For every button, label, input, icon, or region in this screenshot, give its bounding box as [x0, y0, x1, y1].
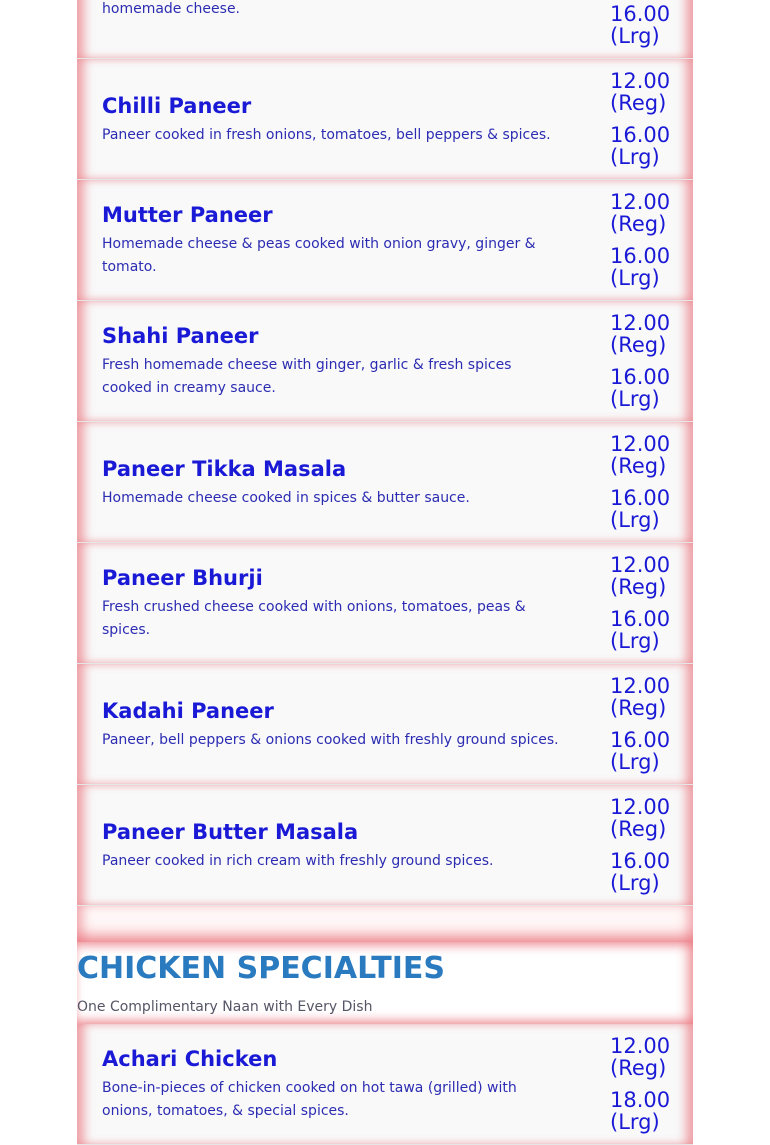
item-description: Homemade cheese & peas cooked with onion gravy, ginger & tomato. [102, 236, 536, 275]
price-regular: 12.00 (Reg) [610, 1034, 671, 1080]
item-name: Paneer Butter Masala [102, 819, 359, 844]
item-text [102, 1024, 562, 1144]
price-large: 16.00 (Lrg) [610, 365, 671, 411]
item-text [102, 0, 562, 58]
item-name: Mutter Paneer [102, 203, 273, 227]
item-name: Shahi Paneer [102, 324, 259, 348]
price-large: 16.00 (Lrg) [610, 244, 671, 290]
item-prices [610, 0, 690, 58]
price-large: 18.00 (Lrg) [610, 1088, 671, 1134]
item-description: Homemade cheese cooked in spices & butter sauce. [102, 489, 470, 506]
item-text [102, 59, 562, 179]
item-description: Fresh homemade cheese with ginger, garlic & fresh spices cooked in creamy sauce. [102, 357, 512, 396]
item-text [102, 180, 562, 300]
item-description: homemade cheese. [102, 1, 241, 17]
item-text [102, 664, 562, 784]
price-large: 16.00 (Lrg) [610, 607, 671, 653]
menu-item [77, 422, 693, 543]
item-prices [610, 785, 690, 905]
price-large: 16.00 (Lrg) [610, 728, 671, 774]
item-prices [610, 301, 690, 421]
item-prices [610, 180, 690, 300]
price-regular: 12.00 (Reg) [610, 190, 671, 236]
item-description: Paneer cooked in rich cream with freshly ground spices. [102, 852, 494, 869]
item-name: Chilli Paneer [102, 93, 252, 118]
item-text [102, 301, 562, 421]
item-prices [610, 422, 690, 542]
price-large: 16.00 (Lrg) [610, 849, 671, 895]
section-divider [77, 906, 693, 942]
item-name: Paneer Bhurji [102, 566, 263, 590]
section-title: CHICKEN SPECIALTIES [77, 951, 445, 986]
item-prices [610, 59, 690, 179]
item-description: Paneer cooked in fresh onions, tomatoes, bell peppers & spices. [102, 126, 551, 143]
price-regular: 12.00 (Reg) [610, 69, 671, 115]
price-large: 16.00 (Lrg) [610, 123, 671, 169]
menu-item [77, 1024, 693, 1145]
price-regular: 12.00 (Reg) [610, 674, 671, 720]
item-description: Paneer, bell peppers & onions cooked with freshly ground spices. [102, 731, 559, 748]
menu-item [77, 301, 693, 422]
price-regular: 12.00 (Reg) [610, 795, 671, 841]
price-large: 16.00 (Lrg) [610, 2, 671, 48]
menu-item [77, 180, 693, 301]
menu-list [77, 0, 693, 1145]
menu-item [77, 59, 693, 180]
item-name: Achari Chicken [102, 1047, 278, 1071]
section-header [77, 942, 693, 1024]
menu-item [77, 0, 693, 59]
menu-item [77, 543, 693, 664]
item-name: Paneer Tikka Masala [102, 456, 347, 481]
item-description: Fresh crushed cheese cooked with onions, tomatoes, peas & spices. [102, 599, 526, 638]
price-regular: 12.00 (Reg) [610, 311, 671, 357]
price-large: 16.00 (Lrg) [610, 486, 671, 532]
item-text [102, 785, 562, 905]
item-text [102, 543, 562, 663]
item-description: Bone-in-pieces of chicken cooked on hot tawa (grilled) with onions, tomatoes, & special spices. [102, 1080, 517, 1119]
price-regular: 12.00 (Reg) [610, 553, 671, 599]
item-prices [610, 543, 690, 663]
item-prices [610, 1024, 690, 1144]
price-regular: 12.00 (Reg) [610, 432, 671, 478]
item-name: Kadahi Paneer [102, 698, 274, 723]
item-prices [610, 664, 690, 784]
section-subtitle: One Complimentary Naan with Every Dish [77, 999, 373, 1015]
menu-item [77, 785, 693, 906]
menu-item [77, 664, 693, 785]
item-text [102, 422, 562, 542]
